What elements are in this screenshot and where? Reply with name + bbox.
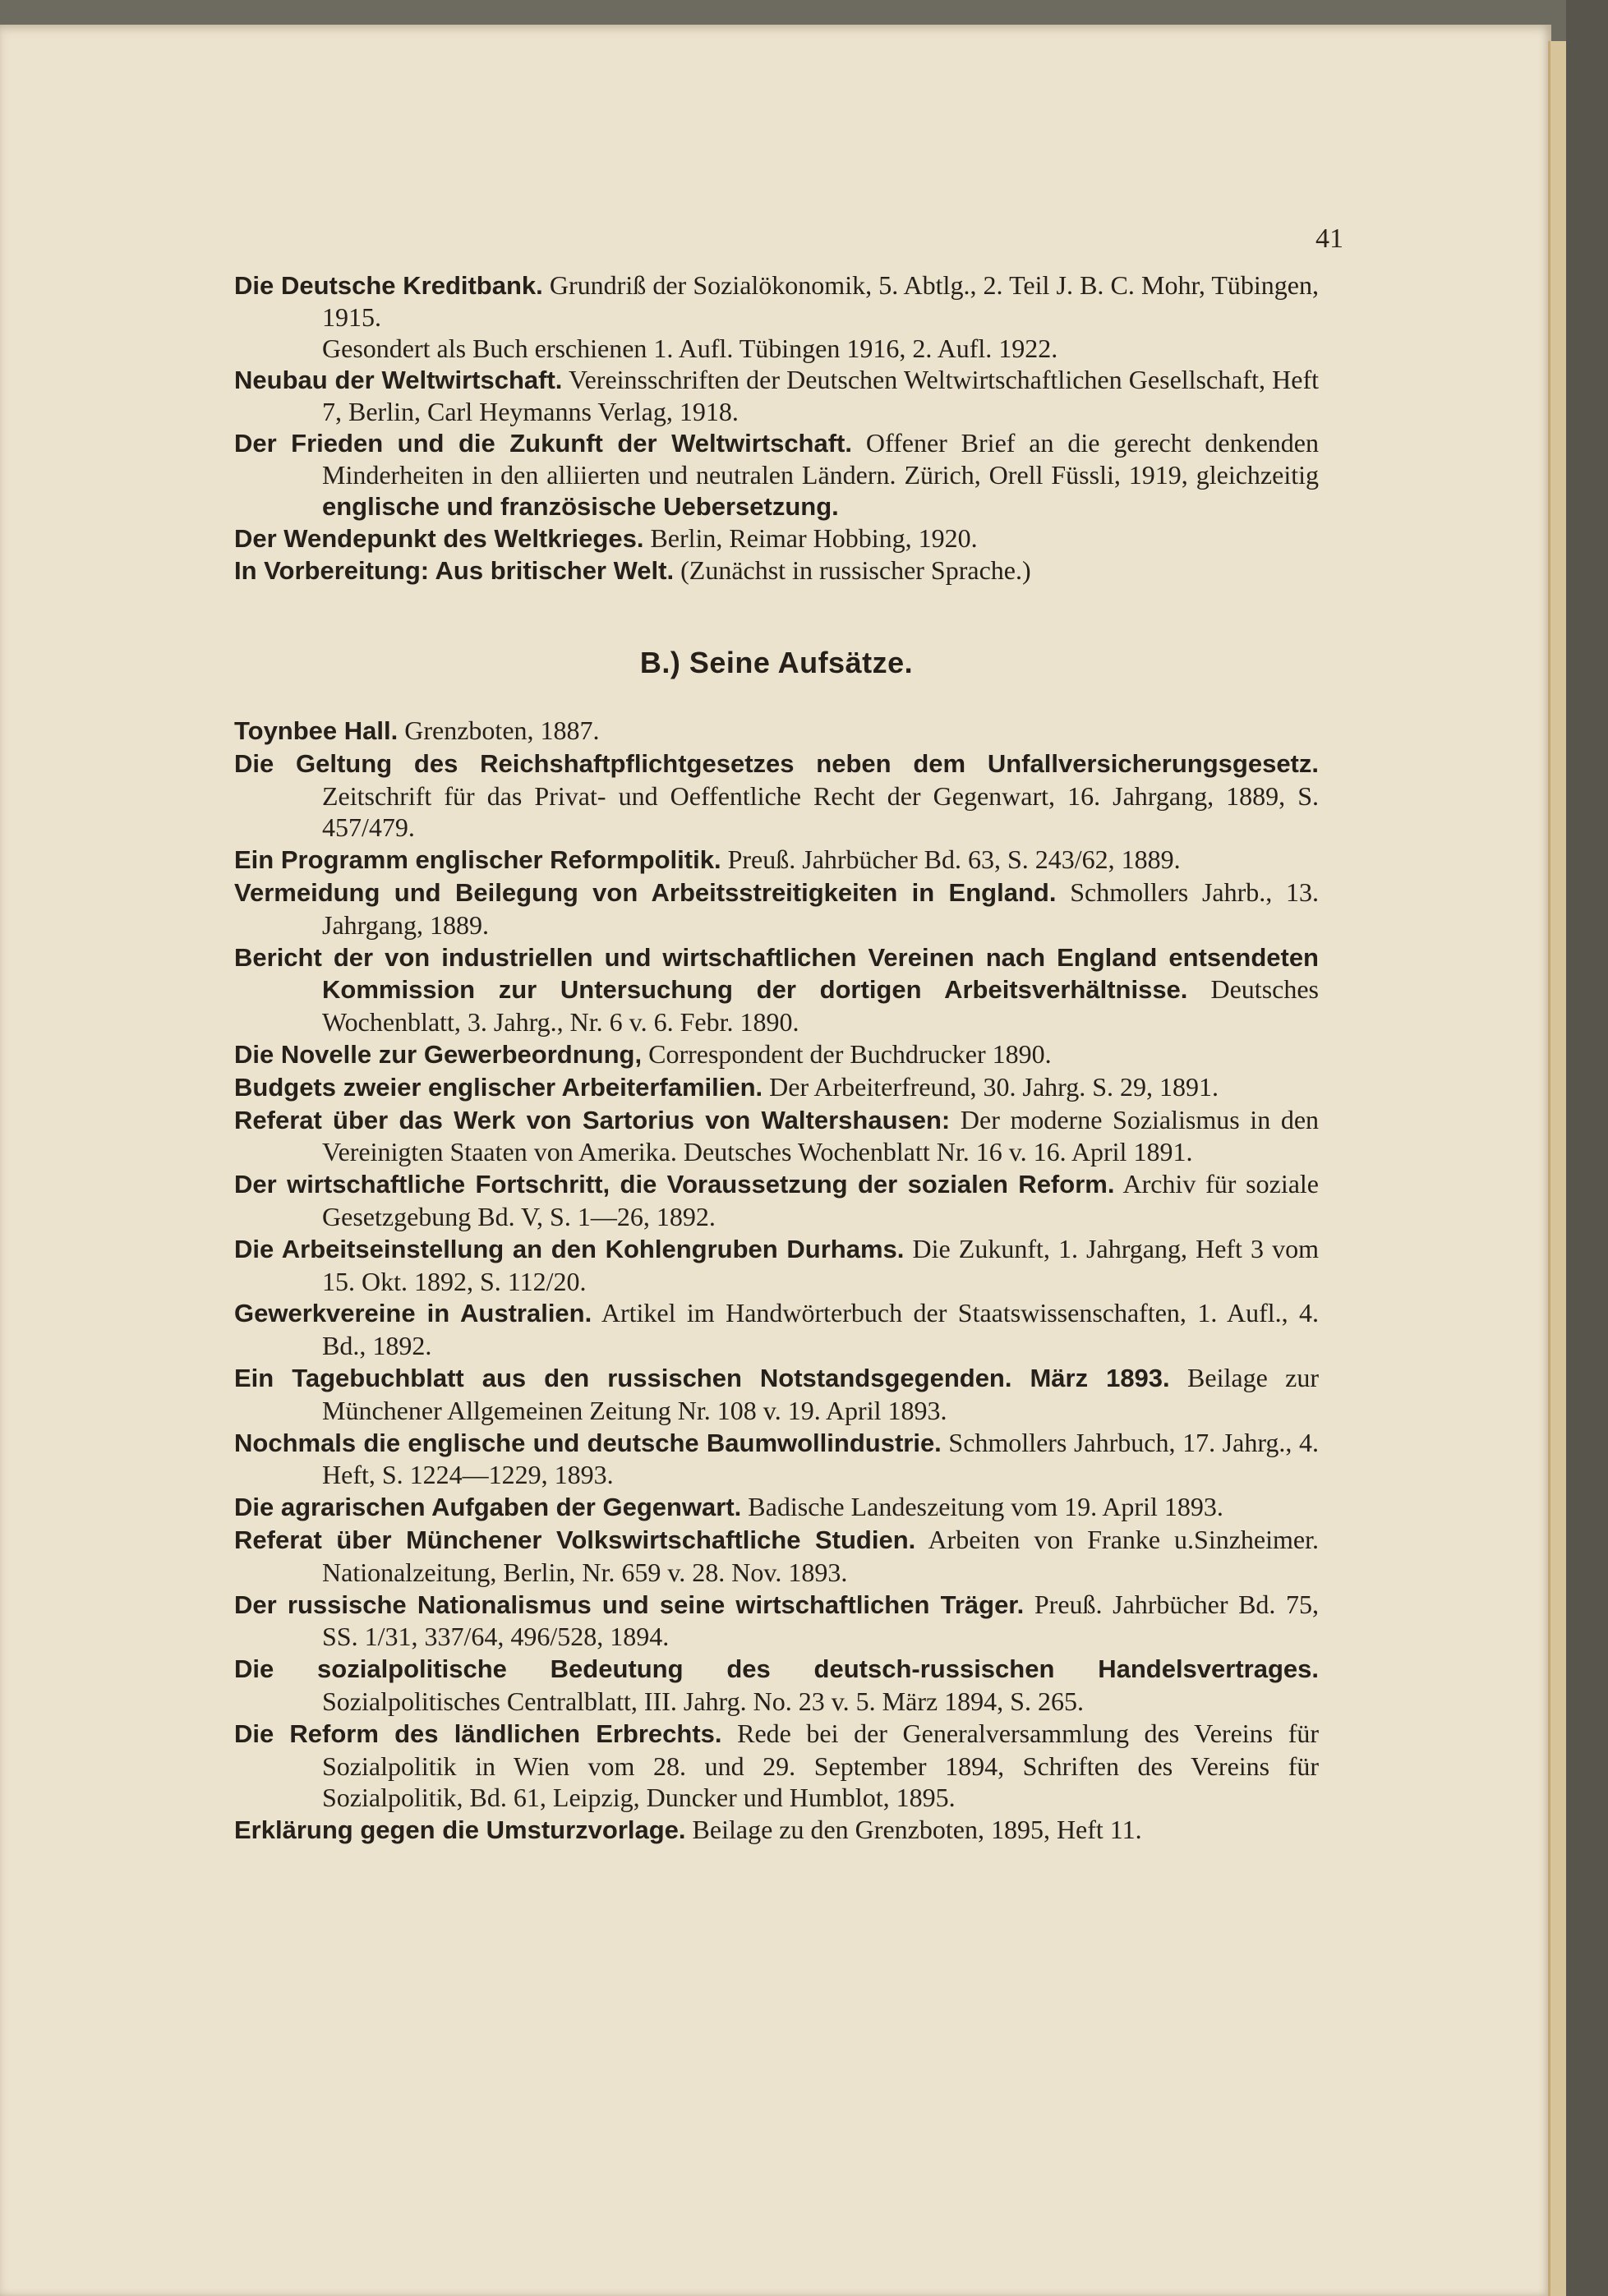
entry-title: Bericht der von industriellen und wirtschaftlichen Vereinen nach England entsendeten Kommission zur Untersuchung der dortigen Arbeitsverhältnisse.: [234, 942, 1319, 1005]
bibliography-entry: [234, 1589, 1319, 1654]
entry-description: Beilage zu den Grenzboten, 1895, Heft 11.: [692, 1815, 1142, 1845]
bibliography-entry: [234, 1168, 1319, 1233]
bibliography-entry: [234, 1297, 1319, 1362]
bibliography-entry: [234, 1718, 1319, 1814]
entry-description: Rede bei der Generalversammlung des Vereins für Sozialpolitik in Wien vom 28. und 29. September 1894, Schriften des Vereins für Sozialpolitik, Bd. 61, Leipzig, Duncker und Humblot, 1895.: [322, 1718, 1320, 1813]
entry-title: Ein Tagebuchblatt aus den russischen Notstandsgegenden. März 1893.: [234, 1363, 1170, 1392]
entry-description: Arbeiten von Franke u.Sinzheimer. Nationalzeitung, Berlin, Nr. 659 v. 28. Nov. 1893.: [322, 1524, 1320, 1587]
entry-description: Offener Brief an die gerecht denkenden Minderheiten in den alliierten und neutralen Ländern. Zürich, Orell Füssli, 1919, gleichzeitig: [322, 428, 1320, 490]
bibliography-entry: [234, 1524, 1319, 1589]
entry-description: Sozialpolitisches Centralblatt, III. Jahrg. No. 23 v. 5. März 1894, S. 265.: [322, 1686, 1084, 1716]
entry-description: Preuß. Jahrbücher Bd. 75, SS. 1/31, 337/64, 496/528, 1894.: [322, 1589, 1320, 1652]
entry-description: Beilage zur Münchener Allgemeinen Zeitung Nr. 108 v. 19. April 1893.: [322, 1362, 1319, 1425]
bibliography-content: [234, 269, 1319, 1847]
entry-title: Ein Programm englischer Reformpolitik.: [234, 845, 721, 875]
bibliography-entry: [234, 877, 1319, 941]
entry-title: Referat über Münchener Volkswirtschaftliche Studien.: [234, 1525, 916, 1554]
entry-title: Die Geltung des Reichshaftpflichtgesetzes neben dem Unfallversicherungsgesetz.: [234, 748, 1319, 778]
bibliography-entry: [234, 1362, 1319, 1427]
entry-description: Berlin, Reimar Hobbing, 1920.: [650, 523, 978, 553]
bibliography-entry: [234, 1653, 1319, 1718]
entry-description: Badische Landeszeitung vom 19. April 1893.: [748, 1492, 1223, 1522]
section-b-list: [234, 715, 1319, 1847]
entry-description: Die Zukunft, 1. Jahrgang, Heft 3 vom 15. Okt. 1892, S. 112/20.: [322, 1233, 1320, 1296]
entry-title: Nochmals die englische und deutsche Baumwollindustrie.: [234, 1428, 942, 1457]
entry-title: Der Wendepunkt des Weltkrieges.: [234, 524, 644, 553]
entry-description: Vereinsschriften der Deutschen Weltwirtschaftlichen Gesellschaft, Heft 7, Berlin, Carl Heymanns Verlag, 1918.: [322, 365, 1319, 426]
entry-title: Der Frieden und die Zukunft der Weltwirtschaft.: [234, 429, 852, 458]
entry-description: Archiv für soziale Gesetzgebung Bd. V, S. 1—26, 1892.: [322, 1169, 1320, 1231]
entry-note: Gesondert als Buch erschienen 1. Aufl. Tübingen 1916, 2. Aufl. 1922.: [322, 334, 1058, 363]
entry-title: Die Novelle zur Gewerbeordnung,: [234, 1039, 643, 1069]
entry-description: Grundriß der Sozialökonomik, 5. Abtlg., 2. Teil J. B. C. Mohr, Tübingen, 1915.: [322, 270, 1320, 332]
bibliography-entry: [234, 1427, 1319, 1492]
entry-description: Preuß. Jahrbücher Bd. 63, S. 243/62, 1889.: [727, 844, 1181, 875]
entry-description: (Zunächst in russischer Sprache.): [680, 555, 1031, 585]
entry-description: Der moderne Sozialismus in den Vereinigten Staaten von Amerika. Deutsches Wochenblatt Nr. 16 v. 16. April 1891.: [322, 1104, 1320, 1167]
entry-title: Budgets zweier englischer Arbeiterfamilien.: [234, 1072, 763, 1102]
bibliography-entry: [234, 748, 1319, 844]
entry-title: Die sozialpolitische Bedeutung des deutsch-russischen Handelsvertrages.: [234, 1654, 1319, 1684]
bibliography-entry: [234, 522, 1319, 554]
entry-title: Der wirtschaftliche Fortschritt, die Voraussetzung der sozialen Reform.: [234, 1170, 1115, 1199]
entry-title: Referat über das Werk von Sartorius von Waltershausen:: [234, 1105, 951, 1134]
bibliography-entry: [234, 1104, 1319, 1169]
section-a-list: [234, 269, 1319, 587]
entry-description: Correspondent der Buchdrucker 1890.: [648, 1038, 1052, 1069]
entry-title: In Vorbereitung: Aus britischer Welt.: [234, 556, 675, 585]
background-dark: [1566, 0, 1608, 2296]
entry-title: Die agrarischen Aufgaben der Gegenwart.: [234, 1493, 742, 1522]
entry-description: Zeitschrift für das Privat- und Oeffentliche Recht der Gegenwart, 16. Jahrgang, 1889, S. 457/479.: [322, 780, 1319, 843]
bibliography-entry: [234, 554, 1319, 587]
entry-title: Gewerkvereine in Australien.: [234, 1299, 592, 1328]
entry-description: Der Arbeiterfreund, 30. Jahrg. S. 29, 1891.: [769, 1071, 1219, 1102]
entry-description-bold: englische und französische Uebersetzung.: [322, 492, 839, 521]
page-number: 41: [1315, 223, 1343, 254]
bibliography-entry: [234, 1071, 1319, 1104]
entry-title: Die Deutsche Kreditbank.: [234, 271, 543, 300]
entry-title: Toynbee Hall.: [234, 716, 399, 745]
entry-description: Artikel im Handwörterbuch der Staatswissenschaften, 1. Aufl., 4. Bd., 1892.: [322, 1298, 1320, 1361]
entry-description: Schmollers Jahrbuch, 17. Jahrg., 4. Heft, S. 1224—1229, 1893.: [322, 1427, 1319, 1490]
entry-description: Deutsches Wochenblatt, 3. Jahrg., Nr. 6 v. 6. Febr. 1890.: [322, 974, 1319, 1038]
entry-title: Erklärung gegen die Umsturzvorlage.: [234, 1815, 686, 1845]
bibliography-entry: [234, 1491, 1319, 1524]
entry-title: Die Arbeitseinstellung an den Kohlengruben Durhams.: [234, 1234, 905, 1263]
bibliography-entry: [234, 1038, 1319, 1071]
entry-title: Vermeidung und Beilegung von Arbeitsstreitigkeiten in England.: [234, 877, 1057, 907]
bibliography-entry: [234, 941, 1319, 1038]
entry-description: Schmollers Jahrb., 13. Jahrgang, 1889.: [322, 877, 1320, 940]
entry-title: Die Reform des ländlichen Erbrechts.: [234, 1719, 722, 1748]
bibliography-entry: [234, 844, 1319, 877]
entry-description: Grenzboten, 1887.: [404, 715, 600, 745]
bibliography-entry: [234, 1814, 1319, 1847]
section-heading: B.) Seine Aufsätze.: [639, 646, 914, 679]
bibliography-entry: [234, 715, 1319, 748]
entry-title: Neubau der Weltwirtschaft.: [234, 366, 563, 394]
bibliography-entry: [234, 269, 1319, 364]
entry-title: Der russische Nationalismus und seine wirtschaftlichen Träger.: [234, 1590, 1025, 1619]
bibliography-entry: [234, 364, 1319, 427]
bibliography-entry: [234, 427, 1319, 522]
bibliography-entry: [234, 1233, 1319, 1298]
